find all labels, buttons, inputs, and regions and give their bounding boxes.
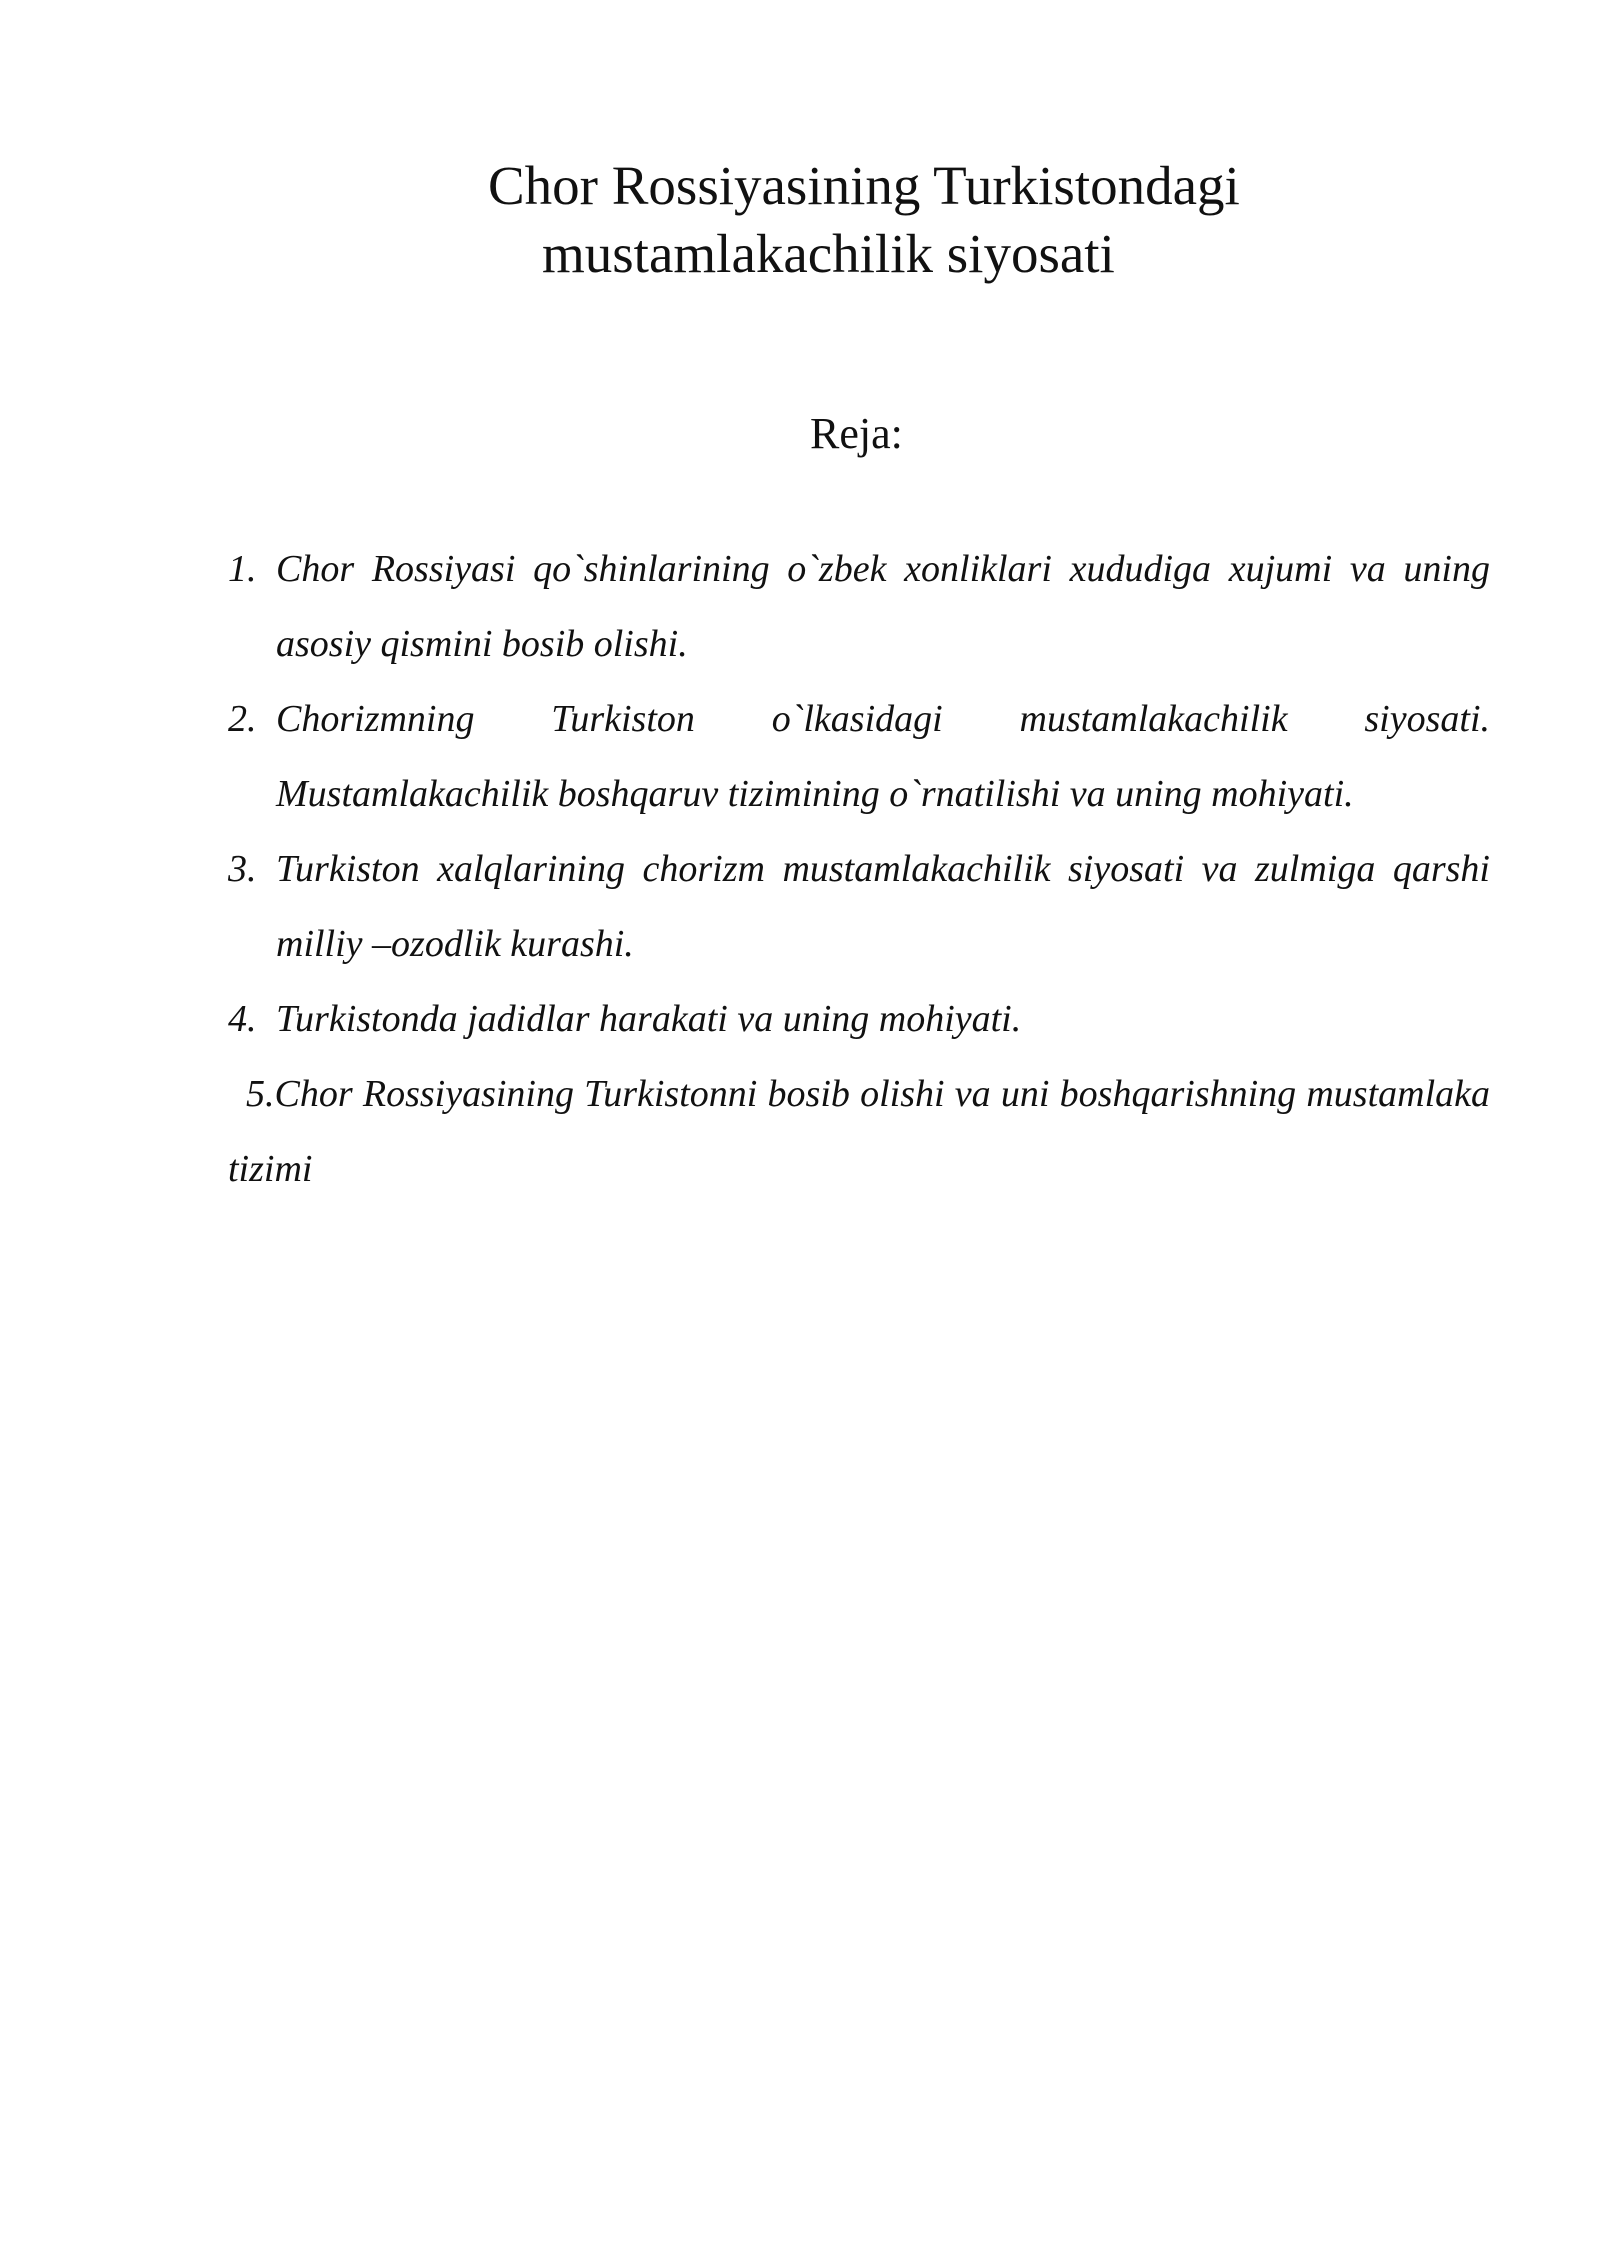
plan-item-3	[228, 832, 1490, 982]
plan-item-number: 4.	[228, 998, 257, 1040]
document-title	[480, 152, 1380, 288]
plan-item-number: 1.	[228, 548, 257, 590]
plan-item-5	[228, 1057, 1490, 1207]
plan-list	[228, 532, 1490, 1207]
plan-item-2	[228, 682, 1490, 832]
plan-item-text: Turkiston xalqlarining chorizm mustamlakachilik siyosati va zulmiga qarshi milliy –ozodlik kurashi.	[276, 848, 1490, 965]
plan-item-text: Chorizmning Turkiston o`lkasidagi mustamlakachilik siyosati. Mustamlakachilik boshqaruv tizimining o`rnatilishi va uning mohiyati.	[276, 698, 1490, 815]
plan-item-text: Chor Rossiyasi qo`shinlarining o`zbek xonliklari xududiga xujumi va uning asosiy qismini bosib olishi.	[276, 548, 1490, 665]
plan-item-text: Turkistonda jadidlar harakati va uning mohiyati.	[276, 998, 1022, 1040]
plan-item-1	[228, 532, 1490, 682]
title-line-1: Chor Rossiyasining Turkistondagi	[488, 155, 1240, 216]
title-line-2: mustamlakachilik siyosati	[542, 223, 1115, 284]
plan-item-number: 3.	[228, 848, 257, 890]
plan-item-number: 2.	[228, 698, 257, 740]
plan-item-number: 5.	[246, 1073, 275, 1115]
plan-heading: Reja:	[810, 409, 903, 458]
plan-item-4	[228, 982, 1490, 1057]
plan-item-text: Chor Rossiyasining Turkistonni bosib olishi va uni boshqarishning mustamlaka tizimi	[228, 1073, 1490, 1190]
